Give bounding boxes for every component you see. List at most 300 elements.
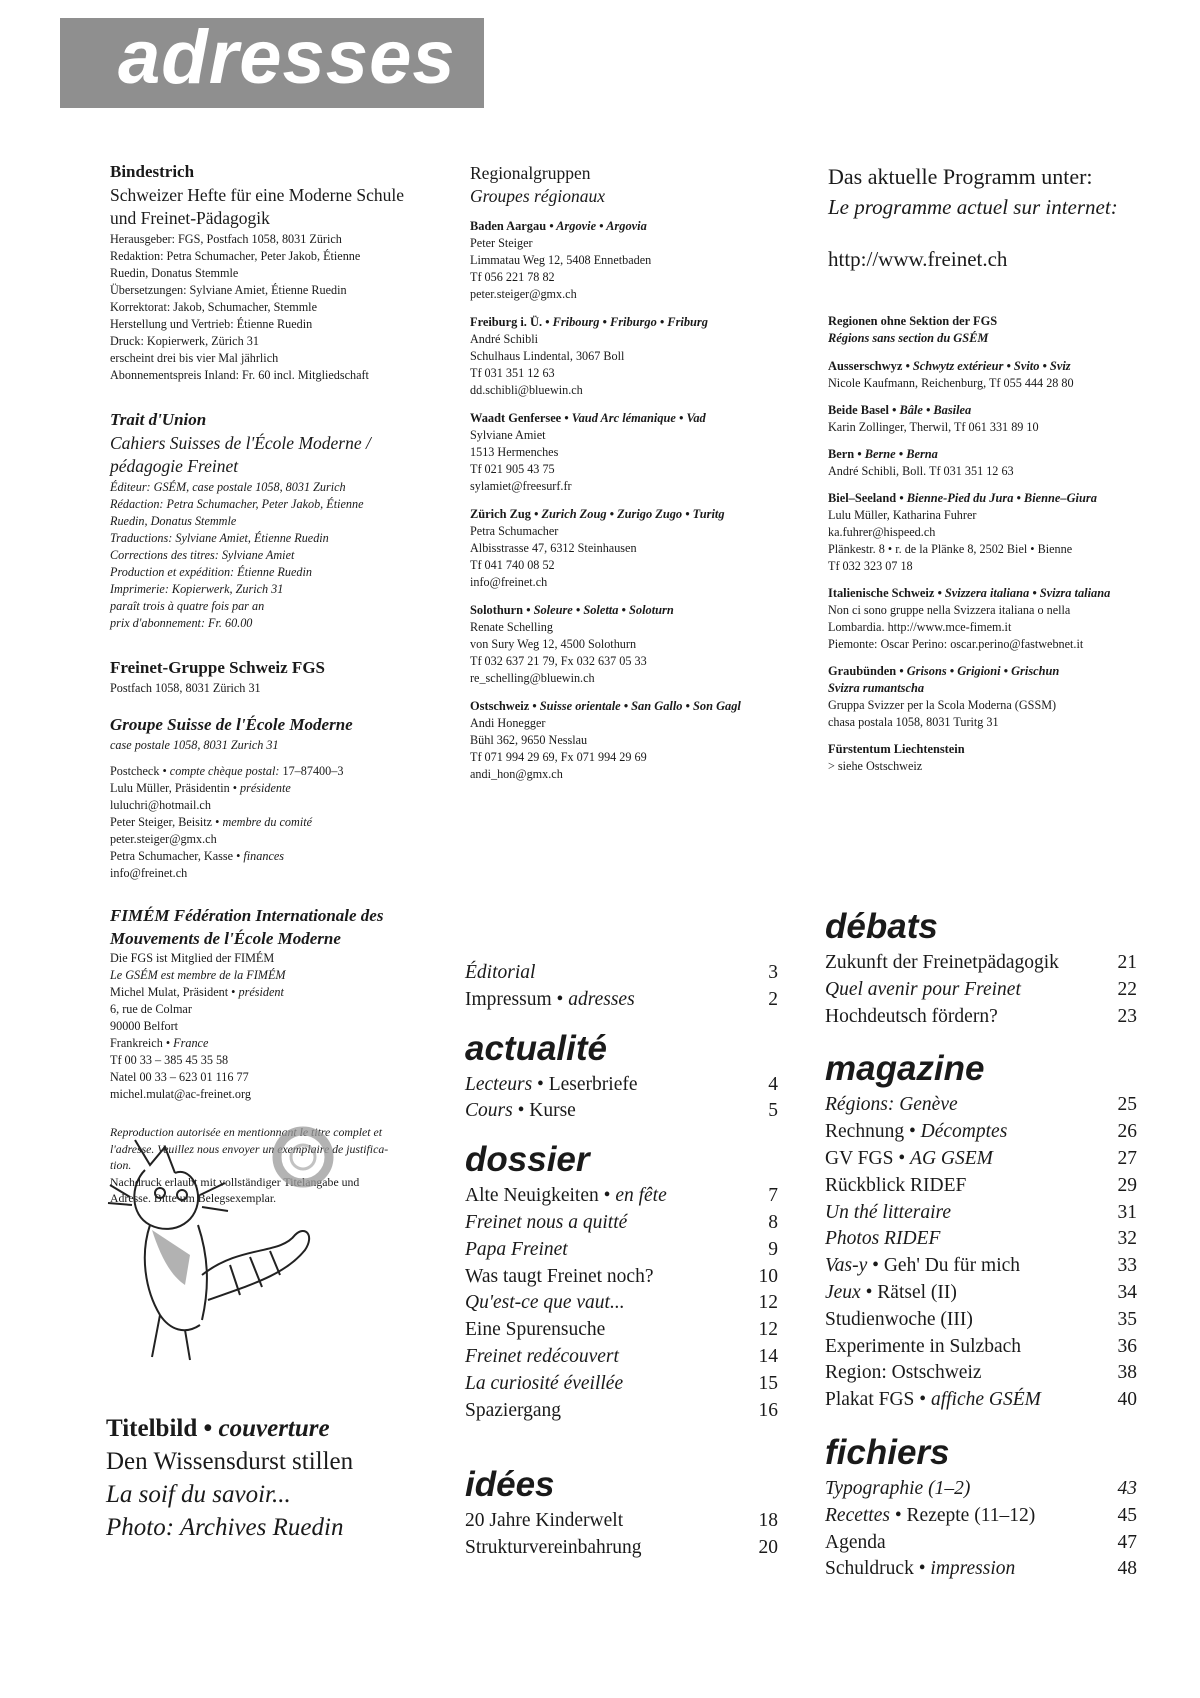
- gsem-contact-line: [110, 797, 460, 814]
- toc-entry-title: Studienwoche (III): [825, 1308, 973, 1330]
- toc-magazine: [825, 1092, 1137, 1414]
- region-item-alt2: Svizra rumantscha: [828, 681, 925, 695]
- trait-line: paraît trois à quatre fois par an: [110, 599, 265, 613]
- toc-right: [825, 906, 1137, 1583]
- regional-group-line: peter.steiger@gmx.ch: [470, 287, 577, 301]
- section-head-dossier: dossier: [465, 1140, 590, 1180]
- toc-fichiers: [825, 1476, 1137, 1583]
- regional-group-line: Albisstrasse 47, 6312 Steinhausen: [470, 541, 637, 555]
- regional-group-alt: • Fribourg • Friburgo • Friburg: [542, 315, 708, 329]
- toc-entry-title: impression: [930, 1558, 1016, 1580]
- regional-group-name: Freiburg i. Ü.: [470, 315, 543, 329]
- fimem-line: [110, 1018, 460, 1035]
- toc-entry[interactable]: [825, 1119, 1137, 1146]
- toc-entry-title: Plakat FGS •: [825, 1389, 931, 1411]
- region-item-name: Italienische Schweiz: [828, 586, 935, 600]
- toc-entry-title: • Kurse: [512, 1100, 576, 1122]
- region-item-alt: • Svizzera italiana • Svizra taliana: [934, 586, 1111, 600]
- fimem-line-text: Frankreich •: [110, 1036, 174, 1050]
- toc-entry[interactable]: [825, 1556, 1137, 1583]
- bindestrich-line: Korrektorat: Jakob, Schumacher, Stemmle: [110, 300, 317, 314]
- gsem-contact-text: Lulu Müller, Präsidentin •: [110, 781, 241, 795]
- regional-group-line: Andi Honegger: [470, 716, 546, 730]
- regional-title: Regionalgruppen: [470, 163, 591, 183]
- regional-subtitle: Groupes régionaux: [470, 186, 605, 206]
- bindestrich-line: Redaktion: Petra Schumacher, Peter Jakob, Étienne: [110, 249, 361, 263]
- toc-entry[interactable]: [825, 1226, 1137, 1253]
- toc-entry[interactable]: [825, 1360, 1137, 1387]
- regional-group-line: Tf 021 905 43 75: [470, 462, 555, 476]
- toc-page-number: 14: [758, 1345, 778, 1367]
- region-item-alt: • Bâle • Basilea: [888, 403, 972, 417]
- toc-entry[interactable]: [465, 1183, 778, 1210]
- regional-group-head: [470, 218, 790, 235]
- gsem-contact-text: Petra Schumacher, Kasse •: [110, 849, 244, 863]
- regions-items: [828, 358, 1168, 775]
- toc-entry[interactable]: [465, 1098, 778, 1125]
- toc-entry-title: Lecteurs: [465, 1073, 533, 1095]
- regional-group-name: Ostschweiz: [470, 699, 530, 713]
- bindestrich-line: Herausgeber: FGS, Postfach 1058, 8031 Zürich: [110, 232, 342, 246]
- toc-entry-title: Rechnung •: [825, 1121, 921, 1143]
- gsem-contact-text: 17–87400–3: [279, 764, 344, 778]
- cover-line-2: La soif du savoir...: [106, 1481, 291, 1508]
- region-item-head: [828, 741, 1168, 758]
- trait-block: [110, 408, 460, 632]
- regional-block: [470, 162, 790, 783]
- reproduction-fr: tion.: [110, 1158, 132, 1172]
- toc-entry-title: Schuldruck •: [825, 1558, 931, 1580]
- gsem-address: case postale 1058, 8031 Zurich 31: [110, 738, 279, 752]
- gsem-contact-text: peter.steiger@gmx.ch: [110, 832, 217, 846]
- toc-page-number: 16: [758, 1399, 778, 1421]
- trait-line: Ruedin, Donatus Stemmle: [110, 514, 237, 528]
- fimem-line-extra: président: [238, 985, 284, 999]
- section-head-idees: idées: [465, 1465, 555, 1505]
- region-item-line: Nicole Kaufmann, Reichenburg, Tf 055 444 28 80: [828, 376, 1074, 390]
- toc-page-number: 22: [1117, 978, 1137, 1000]
- program-url-link[interactable]: http://www.freinet.ch: [828, 247, 1008, 271]
- toc-page-number: 31: [1117, 1201, 1137, 1223]
- region-item-line: Karin Zollinger, Therwil, Tf 061 331 89 10: [828, 420, 1039, 434]
- regional-group-line: von Sury Weg 12, 4500 Solothurn: [470, 637, 637, 651]
- toc-entry[interactable]: [825, 1387, 1137, 1414]
- trait-line: Traductions: Sylviane Amiet, Étienne Ruedin: [110, 531, 329, 545]
- toc-page-number: 27: [1117, 1147, 1137, 1169]
- fimem-line-text: Natel 00 33 – 623 01 116 77: [110, 1070, 249, 1084]
- toc-entry[interactable]: [465, 960, 778, 987]
- fgs-address: Postfach 1058, 8031 Zürich 31: [110, 681, 261, 695]
- regional-group-line: Renate Schelling: [470, 620, 553, 634]
- toc-page-number: 29: [1117, 1174, 1137, 1196]
- toc-entry[interactable]: [465, 1508, 778, 1535]
- toc-entry-title: Alte Neuigkeiten •: [465, 1185, 616, 1207]
- toc-entry-title: Papa Freinet: [465, 1238, 568, 1260]
- region-item-name: Ausserschwyz: [828, 359, 903, 373]
- toc-entry-title: Régions: Genève: [825, 1094, 958, 1116]
- regional-group-line: Tf 032 637 21 79, Fx 032 637 05 33: [470, 654, 647, 668]
- trait-subtitle-1: Cahiers Suisses de l'École Moderne /: [110, 433, 371, 453]
- reproduction-fr: Reproduction autorisée en mentionnant le titre complet et: [110, 1125, 383, 1139]
- toc-page-number: 25: [1117, 1094, 1137, 1116]
- gsem-contact-text: luluchri@hotmail.ch: [110, 798, 211, 812]
- regional-group-line: Tf 071 994 29 69, Fx 071 994 29 69: [470, 750, 647, 764]
- regional-group-line: sylamiet@freesurf.fr: [470, 479, 572, 493]
- regional-group-line: info@freinet.ch: [470, 575, 548, 589]
- toc-page-number: 35: [1117, 1308, 1137, 1330]
- fimem-line-text: Michel Mulat, Präsident •: [110, 985, 239, 999]
- regional-group-head: [470, 314, 790, 331]
- regions-subtitle: Régions sans section du GSÉM: [828, 331, 989, 345]
- toc-page-number: 34: [1117, 1281, 1137, 1303]
- region-item-line: Lulu Müller, Katharina Fuhrer: [828, 508, 977, 522]
- toc-entry-title: Décomptes: [920, 1121, 1008, 1143]
- regional-group-line: 1513 Hermenches: [470, 445, 559, 459]
- toc-page-number: 5: [768, 1100, 778, 1122]
- program-block: [828, 162, 1168, 274]
- fimem-line-text: Le GSÉM est membre de la FIMÉM: [110, 968, 286, 982]
- toc-entry-title: Freinet nous a quitté: [465, 1211, 628, 1233]
- reproduction-fr: l'adresse. Veuillez nous envoyer un exemplaire de justifica-: [110, 1141, 389, 1156]
- gsem-title: Groupe Suisse de l'École Moderne: [110, 715, 353, 734]
- trait-line: Éditeur: GSÉM, case postale 1058, 8031 Zurich: [110, 480, 346, 494]
- fimem-lines: [110, 950, 460, 1103]
- region-item-line: > siehe Ostschweiz: [828, 759, 923, 773]
- reproduction-de: Nachdruck erlaubt mit vollständiger Titelangabe und: [110, 1174, 360, 1189]
- toc-entry-title: Cours: [465, 1100, 513, 1122]
- toc-entry-title: AG GSEM: [910, 1147, 993, 1169]
- toc-entry[interactable]: [465, 1072, 778, 1099]
- fimem-line-text: Die FGS ist Mitglied der FIMÉM: [110, 951, 275, 965]
- toc-entry-title: Typographie (1–2): [825, 1477, 971, 1499]
- toc-entry-title: • Rezepte (11–12): [889, 1504, 1036, 1526]
- fimem-line: [110, 1001, 460, 1018]
- toc-entry[interactable]: [825, 1476, 1137, 1503]
- fimem-title-1: FIMÉM Fédération Internationale des: [110, 906, 384, 925]
- region-item-head: [828, 663, 1168, 680]
- toc-page-number: 26: [1117, 1121, 1137, 1143]
- toc-entry[interactable]: [825, 1530, 1137, 1557]
- toc-entry[interactable]: [465, 1398, 778, 1425]
- bindestrich-title: Bindestrich: [110, 162, 195, 181]
- gsem-contact-line: [110, 814, 460, 831]
- toc-entry-title: en fête: [615, 1185, 667, 1207]
- toc-entry[interactable]: [825, 1173, 1137, 1200]
- regional-group-line: Tf 041 740 08 52: [470, 558, 555, 572]
- section-head-fichiers: fichiers: [825, 1432, 950, 1472]
- region-item-alt: • Schwytz extérieur • Svito • Sviz: [902, 359, 1071, 373]
- regional-group: [470, 410, 790, 495]
- fimem-line: [110, 1052, 460, 1069]
- toc-entry-title: Photos RIDEF: [825, 1228, 941, 1250]
- toc-middle: [465, 960, 778, 1562]
- region-item-line: chasa postala 1058, 8031 Turitg 31: [828, 715, 999, 729]
- toc-entry[interactable]: [465, 1317, 778, 1344]
- regional-group-head: [470, 698, 790, 715]
- toc-entry[interactable]: [465, 1535, 778, 1562]
- region-item-head: [828, 358, 1168, 375]
- regional-group: [470, 698, 790, 783]
- program-line-1: Das aktuelle Programm unter:: [828, 164, 1093, 189]
- toc-page-number: 7: [768, 1185, 778, 1207]
- regional-groups: [470, 218, 790, 783]
- toc-entry[interactable]: [825, 950, 1137, 977]
- region-item-head: [828, 446, 1168, 463]
- gsem-contact-line: [110, 780, 460, 797]
- region-item-line: Tf 032 323 07 18: [828, 559, 913, 573]
- toc-page-number: 4: [768, 1073, 778, 1095]
- toc-entry[interactable]: [825, 1092, 1137, 1119]
- toc-entry-title: GV FGS •: [825, 1147, 911, 1169]
- regional-group: [470, 602, 790, 687]
- trait-line: Production et expédition: Étienne Ruedin: [110, 565, 312, 579]
- toc-entry[interactable]: [465, 1237, 778, 1264]
- region-item-line: Plänkestr. 8 • r. de la Plänke 8, 2502 Biel • Bienne: [828, 542, 1073, 556]
- regional-group-alt: • Zurich Zoug • Zurigo Zugo • Turitg: [530, 507, 725, 521]
- region-item-name: Biel–Seeland: [828, 491, 897, 505]
- toc-entry-title: affiche GSÉM: [930, 1389, 1041, 1411]
- cover-line-3: Photo: Archives Ruedin: [106, 1514, 344, 1541]
- bindestrich-line: Übersetzungen: Sylviane Amiet, Étienne Ruedin: [110, 283, 347, 297]
- toc-page-number: 32: [1117, 1228, 1137, 1250]
- toc-entry-title: Experimente in Sulzbach: [825, 1335, 1022, 1357]
- gsem-contact-role: présidente: [240, 781, 291, 795]
- toc-page-number: 48: [1117, 1558, 1137, 1580]
- regional-group-alt: • Argovie • Argovia: [546, 219, 647, 233]
- toc-entry-title: Qu'est-ce que vaut...: [465, 1292, 625, 1314]
- fimem-line-text: Tf 00 33 – 385 45 35 58: [110, 1053, 229, 1067]
- region-item-name: Graubünden: [828, 664, 897, 678]
- toc-entry-title: Strukturvereinbahrung: [465, 1537, 642, 1559]
- toc-entry-title: Freinet redécouvert: [465, 1345, 619, 1367]
- regional-group-line: Tf 056 221 78 82: [470, 270, 555, 284]
- section-head-debats: débats: [825, 907, 938, 946]
- toc-entry-title: • Leserbriefe: [532, 1073, 638, 1095]
- trait-line: Rédaction: Petra Schumacher, Peter Jakob, Étienne: [110, 497, 364, 511]
- toc-entry-title: Quel avenir pour Freinet: [825, 978, 1021, 1000]
- toc-entry-title: 20 Jahre Kinderwelt: [465, 1510, 624, 1532]
- toc-debats: [825, 950, 1137, 1030]
- toc-entry[interactable]: [825, 1253, 1137, 1280]
- toc-entry[interactable]: [465, 1290, 778, 1317]
- toc-page-number: 45: [1117, 1504, 1137, 1526]
- toc-entry-title: Vas-y: [825, 1255, 868, 1277]
- region-item-name: Beide Basel: [828, 403, 889, 417]
- fgs-block: [110, 656, 460, 697]
- fimem-line-text: 90000 Belfort: [110, 1019, 179, 1033]
- toc-page-number: 47: [1117, 1531, 1137, 1553]
- regional-group-alt: • Vaud Arc lémanique • Vad: [561, 411, 706, 425]
- toc-entry[interactable]: [825, 1004, 1137, 1031]
- regional-group-name: Zürich Zug: [470, 507, 531, 521]
- regional-group-name: Waadt Genfersee: [470, 411, 562, 425]
- fimem-line: [110, 1069, 460, 1086]
- fimem-line-text: michel.mulat@ac-freinet.org: [110, 1087, 251, 1101]
- regional-group-line: re_schelling@bluewin.ch: [470, 671, 595, 685]
- toc-page-number: 38: [1117, 1362, 1137, 1384]
- bindestrich-line: Ruedin, Donatus Stemmle: [110, 266, 239, 280]
- region-item-alt: • Grisons • Grigioni • Grischun: [896, 664, 1060, 678]
- gsem-contact-role: membre du comité: [222, 815, 313, 829]
- regional-group: [470, 218, 790, 303]
- fimem-line: [110, 950, 460, 967]
- region-item-line: Non ci sono gruppe nella Svizzera italiana o nella: [828, 603, 1071, 617]
- toc-page-number: 36: [1117, 1335, 1137, 1357]
- toc-page-number: 12: [758, 1292, 778, 1314]
- region-item-line: André Schibli, Boll. Tf 031 351 12 63: [828, 464, 1014, 478]
- gsem-contact-role: compte chèque postal:: [169, 764, 280, 778]
- toc-dossier: [465, 1183, 778, 1424]
- gsem-contact-text: Postcheck •: [110, 764, 170, 778]
- regional-group: [470, 506, 790, 591]
- fimem-line: [110, 967, 460, 984]
- toc-page-number: 43: [1117, 1477, 1137, 1499]
- region-item: [828, 358, 1168, 392]
- fimem-block: [110, 904, 460, 1103]
- region-item-head: [828, 490, 1168, 507]
- gsem-block: [110, 713, 460, 882]
- trait-line: prix d'abonnement: Fr. 60.00: [110, 616, 253, 630]
- program-line-2: Le programme actuel sur internet:: [828, 195, 1118, 219]
- cover-title-b: couverture: [218, 1415, 330, 1442]
- gsem-contact-line: [110, 763, 460, 780]
- region-item-name: Fürstentum Liechtenstein: [828, 742, 965, 756]
- regions-title: Regionen ohne Sektion der FGS: [828, 314, 998, 328]
- toc-page-number: 40: [1117, 1389, 1137, 1411]
- toc-page-number: 15: [758, 1372, 778, 1394]
- region-item-head: [828, 585, 1168, 602]
- toc-page-number: 33: [1117, 1255, 1137, 1277]
- toc-entry-title: Impressum •: [465, 988, 569, 1010]
- gsem-contact-text: info@freinet.ch: [110, 866, 188, 880]
- region-item: [828, 663, 1168, 731]
- regional-group-line: Bühl 362, 9650 Nesslau: [470, 733, 588, 747]
- gsem-contact-role: finances: [243, 849, 285, 863]
- toc-page-number: 9: [768, 1238, 778, 1260]
- regional-group-name: Baden Aargau: [470, 219, 547, 233]
- section-head-magazine: magazine: [825, 1049, 985, 1089]
- gsem-contact-line: [110, 848, 460, 865]
- regional-group-line: Schulhaus Lindental, 3067 Boll: [470, 349, 625, 363]
- fimem-line: [110, 1035, 460, 1052]
- region-item-name: Bern: [828, 447, 855, 461]
- cover-line-1: Den Wissensdurst stillen: [106, 1448, 354, 1475]
- bindestrich-subtitle-2: und Freinet-Pädagogik: [110, 208, 270, 228]
- toc-entry-title: Jeux: [825, 1281, 861, 1303]
- regional-group-alt: • Soleure • Soletta • Soloturn: [523, 603, 674, 617]
- cat-drawing-icon: [90, 1125, 350, 1365]
- bindestrich-line: erscheint drei bis vier Mal jährlich: [110, 351, 279, 365]
- regional-group-head: [470, 506, 790, 523]
- regional-group-line: Tf 031 351 12 63: [470, 366, 555, 380]
- toc-entry-title: Zukunft der Freinetpädagogik: [825, 952, 1059, 973]
- toc-entry[interactable]: [825, 1334, 1137, 1361]
- toc-page-number: 18: [758, 1510, 778, 1532]
- toc-entry-title: Hochdeutsch fördern?: [825, 1005, 998, 1027]
- cover-title-a: Titelbild •: [106, 1415, 219, 1442]
- region-item: [828, 585, 1168, 653]
- trait-title: Trait d'Union: [110, 410, 207, 429]
- trait-subtitle-2: pédagogie Freinet: [110, 456, 239, 476]
- toc-entry[interactable]: [825, 1307, 1137, 1334]
- fimem-line: [110, 1086, 460, 1103]
- toc-page-number: 20: [758, 1537, 778, 1559]
- trait-line: Imprimerie: Kopierwerk, Zurich 31: [110, 582, 284, 596]
- region-item-line: ka.fuhrer@hispeed.ch: [828, 525, 936, 539]
- regional-group-name: Solothurn: [470, 603, 524, 617]
- toc-entry[interactable]: [825, 1146, 1137, 1173]
- gsem-contact-line: [110, 831, 460, 848]
- bindestrich-line: Druck: Kopierwerk, Zürich 31: [110, 334, 259, 348]
- toc-entry[interactable]: [465, 1210, 778, 1237]
- region-item: [828, 446, 1168, 480]
- bindestrich-block: [110, 160, 460, 384]
- fimem-title-2: Mouvements de l'École Moderne: [110, 929, 341, 948]
- region-item-line: Lombardia. http://www.mce-fimem.it: [828, 620, 1012, 634]
- toc-entry[interactable]: [825, 1200, 1137, 1227]
- page-banner: [60, 15, 484, 108]
- toc-page-number: 3: [768, 962, 778, 983]
- toc-entry-title: Spaziergang: [465, 1399, 562, 1421]
- toc-entry-title: Agenda: [825, 1531, 886, 1553]
- regional-group-alt: • Suisse orientale • San Gallo • Son Gagl: [529, 699, 741, 713]
- toc-entry-title: Eine Spurensuche: [465, 1319, 606, 1341]
- fgs-title: Freinet-Gruppe Schweiz FGS: [110, 658, 325, 677]
- trait-line: Corrections des titres: Sylviane Amiet: [110, 548, 295, 562]
- gsem-contact-line: [110, 865, 460, 882]
- toc-entry-title: • Rätsel (II): [860, 1281, 957, 1303]
- toc-entry-title: adresses: [568, 988, 635, 1010]
- reproduction-de: Adresse. Bitte um Belegsexemplar.: [110, 1191, 277, 1205]
- regional-group-line: André Schibli: [470, 332, 539, 346]
- toc-entry-title: Éditorial: [465, 962, 536, 983]
- cover-block: [106, 1412, 456, 1544]
- toc-page-number: 8: [768, 1211, 778, 1233]
- region-item-alt: • Berne • Berna: [854, 447, 938, 461]
- regional-group-line: andi_hon@gmx.ch: [470, 767, 563, 781]
- toc-entry-title: • Geh' Du für mich: [867, 1255, 1021, 1277]
- region-item-line: Piemonte: Oscar Perino: oscar.perino@fastwebnet.it: [828, 637, 1084, 651]
- gsem-contacts: [110, 763, 460, 882]
- toc-entry[interactable]: [825, 1503, 1137, 1530]
- region-item-alt: • Bienne-Pied du Jura • Bienne–Giura: [896, 491, 1097, 505]
- toc-entry[interactable]: [465, 1344, 778, 1371]
- regional-group-line: Limmatau Weg 12, 5408 Ennetbaden: [470, 253, 652, 267]
- region-item-line: Gruppa Svizzer per la Scola Moderna (GSSM): [828, 698, 1057, 712]
- toc-entry[interactable]: [465, 987, 778, 1014]
- bindestrich-line: Herstellung und Vertrieb: Étienne Ruedin: [110, 317, 313, 331]
- regional-group-line: dd.schibli@bluewin.ch: [470, 383, 583, 397]
- toc-entry[interactable]: [825, 977, 1137, 1004]
- toc-idees: [465, 1508, 778, 1562]
- regional-group-line: Peter Steiger: [470, 236, 533, 250]
- regional-group-head: [470, 410, 790, 427]
- banner-title: adresses: [118, 15, 456, 100]
- regional-group-line: Sylviane Amiet: [470, 428, 546, 442]
- toc-entry-title: La curiosité éveillée: [465, 1372, 624, 1394]
- toc-entry-title: Recettes: [825, 1504, 890, 1526]
- toc-entry[interactable]: [465, 1264, 778, 1291]
- fimem-line: [110, 984, 460, 1001]
- toc-entry[interactable]: [465, 1371, 778, 1398]
- section-head-actualite: actualité: [465, 1028, 607, 1068]
- toc-intro: [465, 960, 778, 1014]
- toc-entry[interactable]: [825, 1280, 1137, 1307]
- region-item: [828, 490, 1168, 575]
- toc-entry-title: Was taugt Freinet noch?: [465, 1265, 654, 1287]
- toc-entry-title: Un thé litteraire: [825, 1201, 952, 1223]
- toc-page-number: 10: [758, 1265, 778, 1287]
